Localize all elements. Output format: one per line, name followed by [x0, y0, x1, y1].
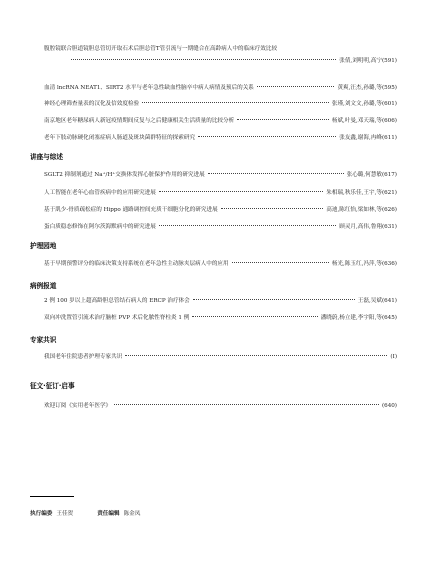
entry-title: 我国老年住院患者护理专家共识: [44, 354, 123, 360]
toc-entry[interactable]: [44, 84, 397, 92]
entry-meta: 张倩,刘明明,高宁(591): [339, 58, 397, 64]
leader-dots: [192, 316, 317, 317]
toc-entry[interactable]: [44, 353, 397, 361]
entry-title: 南京地区老年糖尿病人新冠疫情期间反复与之后健康相关生活质量的比较分析: [44, 118, 235, 124]
section-heading-review: 讲座与综述: [30, 153, 63, 161]
entry-meta: 张友鑫,谢海,冉峰(611): [339, 135, 397, 141]
entry-meta: 高迪,陈红怡,梁如林,等(626): [326, 207, 397, 213]
footer-rule: [30, 496, 74, 497]
leader-dots: [114, 404, 379, 405]
entry-title: SGLT2 抑制剂通过 Na⁺/H⁺交换体发挥心脏保护作用的研究进展: [44, 172, 205, 178]
entry-meta: 王磊,吴斌(641): [357, 298, 397, 304]
entry-meta: (Ⅰ): [390, 354, 397, 360]
toc-entry[interactable]: [44, 314, 397, 322]
entry-title: 老年下肢动脉硬化闭塞症病人肠道及斑块菌群特征的探索研究: [44, 135, 196, 141]
entry-title: 双向冲洗置管引流术治疗脑桩 PVP 术后化脓性脊柱炎 1 例: [44, 315, 190, 321]
leader-dots: [71, 59, 336, 60]
section-heading-cases: 病例报道: [30, 282, 57, 290]
leader-dots: [232, 262, 329, 263]
leader-dots: [193, 299, 355, 300]
entry-meta: 朱相瑞,秋乐佳,王宇,等(621): [326, 190, 397, 196]
entry-title: 基于早期预警评分的临床决策支持系统在老年急性主动脉夹层病人中的应用: [44, 261, 229, 267]
leader-dots: [142, 102, 329, 103]
entry-title: 腹腔镜联合胆道镜胆总管切开取石术后胆总管T管引流与一期缝合在高龄病人中的临床疗效比较: [44, 46, 278, 52]
leader-dots: [159, 191, 323, 192]
leader-dots: [159, 225, 336, 226]
toc-entry[interactable]: [44, 117, 397, 125]
entry-meta: (640): [381, 403, 397, 409]
toc-entry[interactable]: [44, 223, 397, 231]
leader-dots: [237, 119, 329, 120]
leader-dots: [208, 173, 344, 174]
toc-entry[interactable]: [44, 206, 397, 214]
toc-entry[interactable]: [44, 171, 397, 179]
entry-meta: 杨光,陈玉红,冯萍,等(636): [331, 261, 397, 267]
exec-editor-label: 执行编委: [30, 511, 53, 517]
toc-entry[interactable]: [44, 45, 397, 65]
entry-meta: 张心璐,何慧敏(617): [346, 172, 397, 178]
entry-title: 基于肌少-骨质疏松症的 Hippo 通路调控间充质干细胞分化的研究进展: [44, 207, 218, 213]
resp-editor-name: 陈金凤: [123, 511, 141, 517]
section-heading-notice: 征文·征订·启事: [30, 382, 75, 390]
toc-entry[interactable]: [44, 260, 397, 268]
section-heading-nursing: 护理园地: [30, 242, 57, 250]
leader-dots: [125, 355, 387, 356]
leader-dots: [221, 208, 324, 209]
resp-editor-label: 责任编辑: [97, 511, 120, 517]
entry-title: 欢迎订阅《实用老年医学》: [44, 403, 112, 409]
exec-editor-name: 王佳贺: [56, 511, 74, 517]
entry-meta: 顾灵月,高伟,鲁翔(631): [339, 224, 397, 230]
toc-entry[interactable]: [44, 402, 397, 410]
entry-meta: 黄爽,汪杰,孙璐,等(595): [337, 85, 397, 91]
leader-dots: [257, 86, 335, 87]
section-heading-consensus: 专家共识: [30, 336, 57, 344]
entry-meta: 潘晓蔚,杨立建,李宇阳,等(645): [320, 315, 397, 321]
entry-title: 2 例 100 岁以上超高龄胆总管结石病人的 ERCP 治疗体会: [44, 298, 190, 304]
entry-title: 人工智能在老年心血管疾病中的应用研究进展: [44, 190, 156, 196]
toc-entry[interactable]: [44, 297, 397, 305]
toc-entry[interactable]: [44, 134, 397, 142]
entry-title: 蛋白质稳态修饰在阿尔茨海默病中的研究进展: [44, 224, 156, 230]
entry-title: 神经心理筛查量表的汉化及信效度检验: [44, 101, 140, 107]
toc-entry[interactable]: [44, 189, 397, 197]
leader-dots: [198, 136, 336, 137]
entry-meta: 张瑾,刘文文,孙璐,等(601): [331, 101, 397, 107]
editor-credits: [30, 509, 140, 517]
entry-meta: 杨斌,叶曼,邓天瑞,等(606): [331, 118, 397, 124]
entry-title: 血清 lncRNA NEAT1、SIRT2 水平与老年急性缺血性脑卒中病人病情及预后的关系: [44, 85, 254, 91]
toc-entry[interactable]: [44, 100, 397, 108]
